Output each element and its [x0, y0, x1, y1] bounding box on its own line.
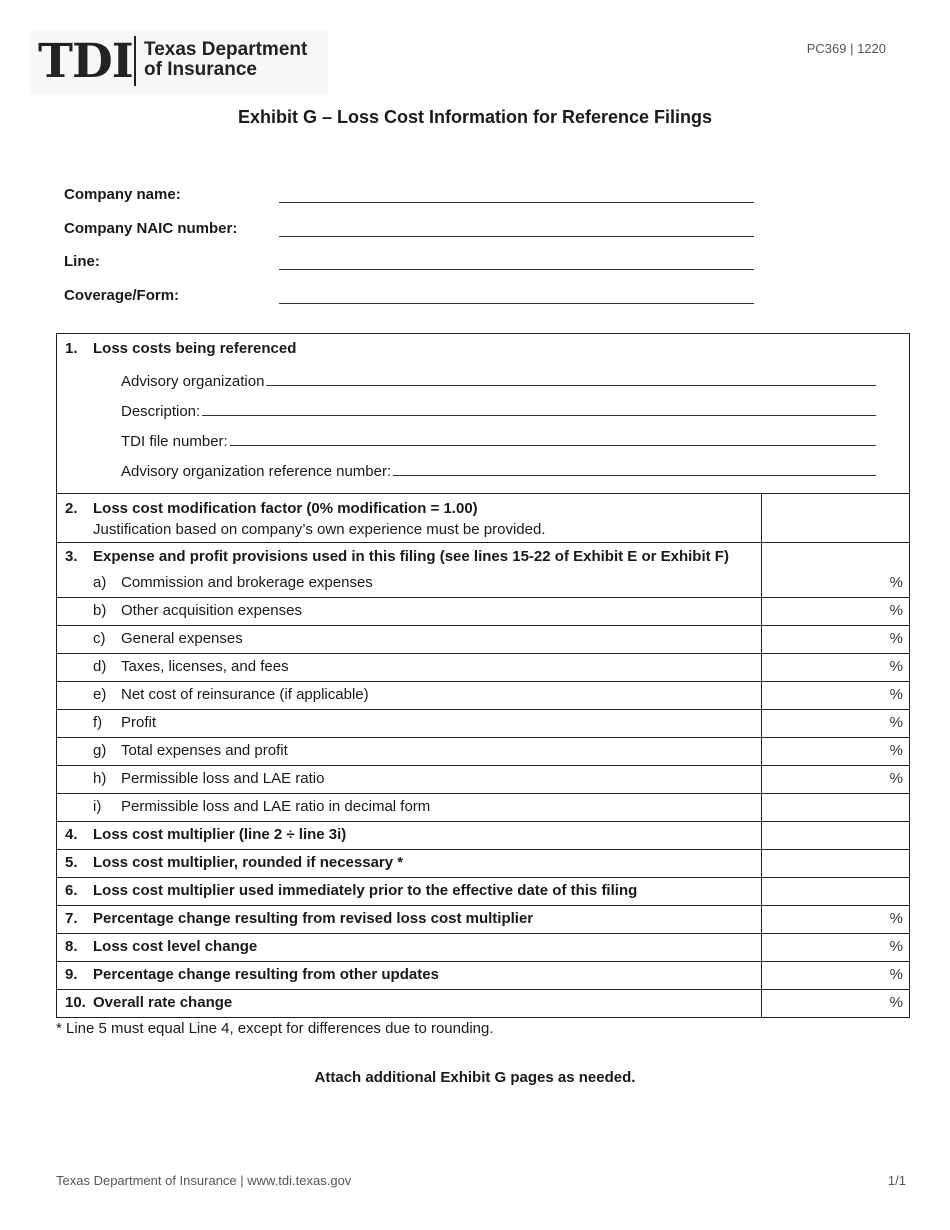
logo-mark: TDI — [38, 34, 133, 89]
total-expenses-input[interactable] — [761, 738, 910, 765]
expense-letter: e) — [93, 686, 107, 703]
expense-letter: g) — [93, 742, 107, 759]
coverage-form-field — [64, 283, 754, 311]
expense-letter: f) — [93, 714, 103, 731]
naic-number-input[interactable] — [279, 236, 754, 237]
footnote: * Line 5 must equal Line 4, except for differences due to rounding. — [56, 1020, 494, 1037]
exhibit-table — [56, 333, 910, 1018]
prior-multiplier-input[interactable] — [761, 878, 910, 905]
expense-label: Permissible loss and LAE ratio in decimal form — [121, 798, 431, 815]
percent-sign: % — [889, 602, 903, 619]
expense-label: Other acquisition expenses — [121, 602, 302, 619]
expense-row — [57, 598, 909, 626]
expense-letter: b) — [93, 602, 107, 619]
line-row — [57, 822, 909, 850]
expense-label: Profit — [121, 714, 157, 731]
line-label: Loss cost multiplier, rounded if necessary * — [93, 854, 404, 871]
rounded-multiplier-input[interactable] — [761, 850, 910, 877]
section-2-number: 2. — [65, 500, 78, 517]
line-number: 4. — [65, 826, 78, 843]
percent-sign: % — [889, 770, 903, 787]
logo-line-1: Texas Department — [144, 39, 308, 60]
page-number: 1/1 — [887, 1173, 906, 1188]
commission-input[interactable] — [761, 570, 910, 597]
section-1 — [57, 334, 909, 494]
modification-factor-input[interactable] — [761, 494, 910, 542]
line-row — [57, 990, 909, 1017]
percent-sign: % — [889, 910, 903, 927]
percent-sign: % — [889, 742, 903, 759]
section-1-title: Loss costs being referenced — [93, 340, 297, 357]
section-3-title: Expense and profit provisions used in this filing (see lines 15-22 of Exhibit E or Exhibit F) — [93, 548, 729, 565]
line-row — [57, 906, 909, 934]
naic-number-field — [64, 216, 754, 244]
advisory-ref-number-label: Advisory organization reference number: — [121, 463, 392, 480]
general-expenses-input[interactable] — [761, 626, 910, 653]
loss-cost-level-change-input[interactable] — [761, 934, 910, 961]
expense-row — [57, 626, 909, 654]
expense-row — [57, 654, 909, 682]
other-acquisition-input[interactable] — [761, 598, 910, 625]
section-2-row — [57, 494, 909, 543]
percent-sign: % — [889, 714, 903, 731]
section-3-number: 3. — [65, 548, 78, 565]
line-label: Percentage change resulting from other updates — [93, 966, 439, 983]
expense-row — [57, 682, 909, 710]
line-number: 6. — [65, 882, 78, 899]
expense-row — [57, 794, 909, 822]
coverage-form-input[interactable] — [279, 303, 754, 304]
taxes-fees-input[interactable] — [761, 654, 910, 681]
expense-row — [57, 710, 909, 738]
line-row — [57, 850, 909, 878]
loss-cost-multiplier-input[interactable] — [761, 822, 910, 849]
line-number: 10. — [65, 994, 86, 1011]
percent-sign: % — [889, 574, 903, 591]
overall-rate-change-input[interactable] — [761, 990, 910, 1017]
expense-letter: h) — [93, 770, 107, 787]
line-label: Loss cost level change — [93, 938, 258, 955]
line-number: 5. — [65, 854, 78, 871]
line-label: Overall rate change — [93, 994, 233, 1011]
expense-label: Total expenses and profit — [121, 742, 288, 759]
expense-letter: i) — [93, 798, 102, 815]
profit-input[interactable] — [761, 710, 910, 737]
percent-sign: % — [889, 994, 903, 1011]
description-label: Description: — [121, 403, 201, 420]
expense-letter: c) — [93, 630, 106, 647]
percent-sign: % — [889, 630, 903, 647]
reinsurance-input[interactable] — [761, 682, 910, 709]
company-name-field — [64, 182, 754, 210]
description-field — [121, 398, 876, 420]
line-field — [64, 249, 754, 277]
percent-sign: % — [889, 966, 903, 983]
advisory-ref-number-input[interactable] — [393, 475, 876, 476]
line-number: 7. — [65, 910, 78, 927]
line-label: Loss cost multiplier used immediately prior to the effective date of this filing — [93, 882, 638, 899]
permissible-loss-input[interactable] — [761, 766, 910, 793]
expense-row — [57, 570, 909, 598]
expense-row — [57, 738, 909, 766]
company-name-label: Company name: — [64, 186, 181, 203]
other-updates-change-input[interactable] — [761, 962, 910, 989]
percent-sign: % — [889, 686, 903, 703]
expense-label: Permissible loss and LAE ratio — [121, 770, 325, 787]
line-row — [57, 934, 909, 962]
company-name-input[interactable] — [279, 202, 754, 203]
section-1-number: 1. — [65, 340, 78, 357]
expense-letter: d) — [93, 658, 107, 675]
logo-line-2: of Insurance — [144, 59, 257, 80]
line-input[interactable] — [279, 269, 754, 270]
footer-text: Texas Department of Insurance | www.tdi.texas.gov — [56, 1173, 352, 1188]
logo-divider — [134, 36, 136, 86]
advisory-ref-number-field — [121, 458, 876, 480]
line-label: Loss cost multiplier (line 2 ÷ line 3i) — [93, 826, 347, 843]
attach-note: Attach additional Exhibit G pages as needed. — [314, 1069, 636, 1086]
logo-text — [144, 40, 307, 80]
tdi-logo — [30, 30, 328, 94]
line-row — [57, 962, 909, 990]
tdi-file-number-field — [121, 428, 876, 450]
line-number: 8. — [65, 938, 78, 955]
section-2-note: Justification based on company’s own experience must be provided. — [93, 521, 546, 538]
percent-sign: % — [889, 938, 903, 955]
advisory-org-input[interactable] — [266, 385, 876, 386]
multiplier-change-input[interactable] — [761, 906, 910, 933]
advisory-org-label: Advisory organization — [121, 373, 265, 390]
line-label: Percentage change resulting from revised loss cost multiplier — [93, 910, 534, 927]
section-2-title: Loss cost modification factor (0% modification = 1.00) — [93, 500, 478, 517]
line-row — [57, 878, 909, 906]
naic-number-label: Company NAIC number: — [64, 220, 238, 237]
form-code: PC369 | 1220 — [806, 41, 886, 56]
line-label: Line: — [64, 253, 100, 270]
page-title: Exhibit G – Loss Cost Information for Reference Filings — [237, 107, 713, 127]
section-3-header-divider — [761, 543, 762, 570]
permissible-loss-decimal-input[interactable] — [761, 794, 910, 821]
percent-sign: % — [889, 658, 903, 675]
coverage-form-label: Coverage/Form: — [64, 287, 180, 304]
expense-label: Net cost of reinsurance (if applicable) — [121, 686, 369, 703]
tdi-file-number-label: TDI file number: — [121, 433, 228, 450]
description-input[interactable] — [202, 415, 876, 416]
advisory-org-field — [121, 368, 876, 390]
section-3-header — [57, 543, 909, 570]
expense-label: General expenses — [121, 630, 243, 647]
expense-letter: a) — [93, 574, 107, 591]
expense-row — [57, 766, 909, 794]
line-number: 9. — [65, 966, 78, 983]
expense-label: Commission and brokerage expenses — [121, 574, 373, 591]
expense-label: Taxes, licenses, and fees — [121, 658, 289, 675]
tdi-file-number-input[interactable] — [230, 445, 876, 446]
